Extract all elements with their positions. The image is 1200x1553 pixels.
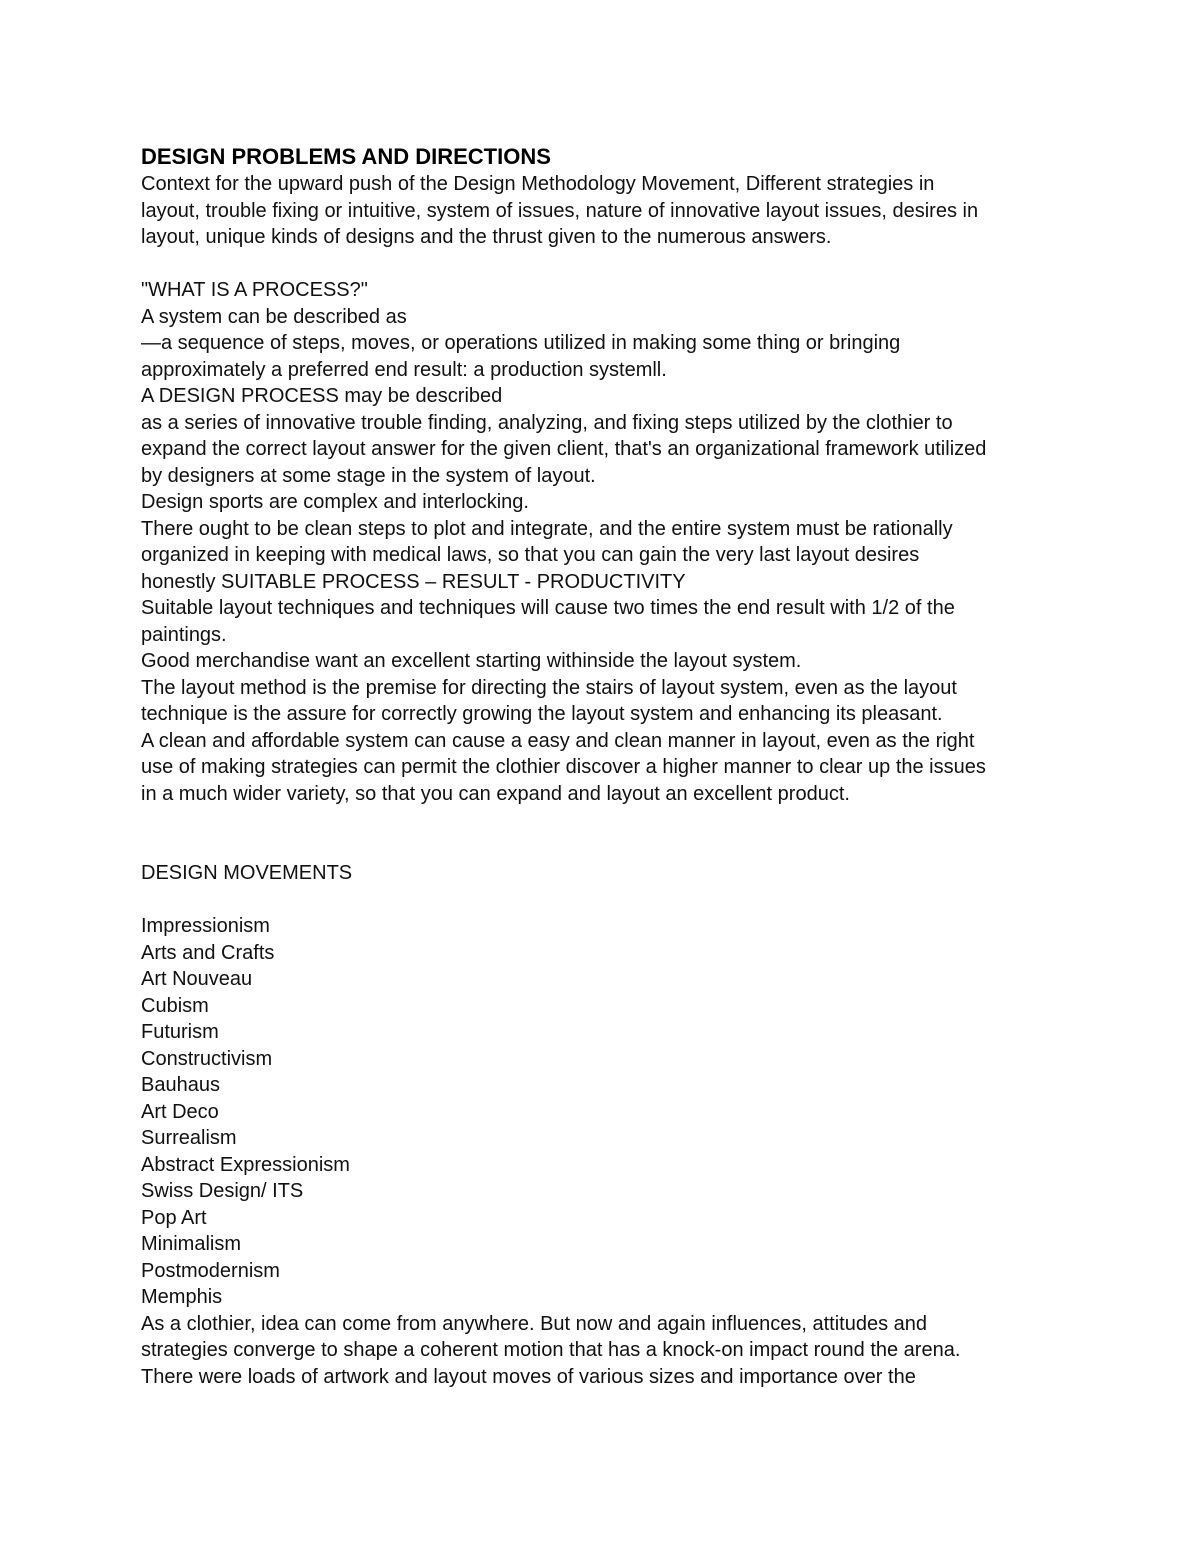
process-line: approximately a preferred end result: a production systemll. [141, 358, 667, 381]
closing-line: strategies converge to shape a coherent motion that has a knock-on impact round the arena. [141, 1339, 961, 1361]
blank-line [141, 807, 1071, 834]
intro-paragraph [141, 171, 1071, 251]
process-line: A system can be described as [141, 305, 407, 328]
movement-list-item: Arts and Crafts [141, 941, 275, 964]
movements-heading: DESIGN MOVEMENTS [141, 862, 353, 884]
blank-line [141, 834, 1071, 861]
process-line: —a sequence of steps, moves, or operations utilized in making some thing or bringing [141, 332, 901, 354]
process-line: use of making strategies can permit the clothier discover a higher manner to clear up the issues [141, 756, 986, 778]
process-line: by designers at some stage in the system of layout. [141, 464, 596, 487]
movement-list-item: Surrealism [141, 1127, 237, 1149]
movement-list-item: Art Deco [141, 1100, 219, 1123]
movement-list-item: Swiss Design/ ITS [141, 1180, 304, 1202]
process-line: There ought to be clean steps to plot and integrate, and the entire system must be rationally [141, 517, 953, 540]
process-line: organized in keeping with medical laws, so that you can gain the very last layout desires [141, 544, 920, 566]
intro-line: layout, unique kinds of designs and the thrust given to the numerous answers. [141, 226, 832, 248]
movement-list-item: Minimalism [141, 1233, 241, 1255]
process-line: technique is the assure for correctly growing the layout system and enhancing its pleasant. [141, 703, 943, 725]
movements-list [141, 913, 1071, 1311]
movement-list-item: Pop Art [141, 1206, 207, 1229]
process-line: paintings. [141, 623, 227, 646]
movement-list-item: Art Nouveau [141, 968, 253, 990]
process-line: Suitable layout techniques and techniques will cause two times the end result with 1/2 of the [141, 597, 955, 619]
movement-list-item: Memphis [141, 1286, 223, 1308]
movement-list-item: Impressionism [141, 915, 270, 937]
process-line: A DESIGN PROCESS may be described [141, 385, 503, 407]
intro-line: layout, trouble fixing or intuitive, system of issues, nature of innovative layout issues, desires in [141, 199, 979, 222]
process-line: "WHAT IS A PROCESS?" [141, 279, 368, 301]
blank-line [141, 251, 1071, 278]
blank-line [141, 887, 1071, 914]
process-line: honestly SUITABLE PROCESS – RESULT - PRODUCTIVITY [141, 570, 686, 593]
document-body [141, 143, 1071, 1390]
process-line: Good merchandise want an excellent starting withinside the layout system. [141, 650, 802, 672]
document-title: DESIGN PROBLEMS AND DIRECTIONS [141, 144, 551, 169]
process-line: Design sports are complex and interlocking. [141, 491, 529, 513]
process-line: as a series of innovative trouble finding, analyzing, and fixing steps utilized by the clothier to [141, 411, 953, 434]
closing-line: There were loads of artwork and layout moves of various sizes and importance over the [141, 1365, 916, 1388]
process-line: expand the correct layout answer for the given client, that's an organizational framework utilized [141, 438, 987, 460]
closing-line: As a clothier, idea can come from anywhere. But now and again influences, attitudes and [141, 1312, 928, 1335]
process-section [141, 277, 1071, 807]
process-line: in a much wider variety, so that you can expand and layout an excellent product. [141, 782, 850, 805]
movement-list-item: Cubism [141, 994, 209, 1017]
movement-list-item: Bauhaus [141, 1074, 220, 1096]
movement-list-item: Constructivism [141, 1047, 273, 1070]
process-line: A clean and affordable system can cause a easy and clean manner in layout, even as the right [141, 729, 975, 752]
movement-list-item: Futurism [141, 1021, 219, 1043]
closing-paragraph [141, 1311, 1071, 1391]
movement-list-item: Postmodernism [141, 1259, 280, 1282]
movement-list-item: Abstract Expressionism [141, 1153, 350, 1176]
intro-line: Context for the upward push of the Design Methodology Movement, Different strategies in [141, 173, 935, 195]
process-line: The layout method is the premise for directing the stairs of layout system, even as the layout [141, 676, 957, 699]
